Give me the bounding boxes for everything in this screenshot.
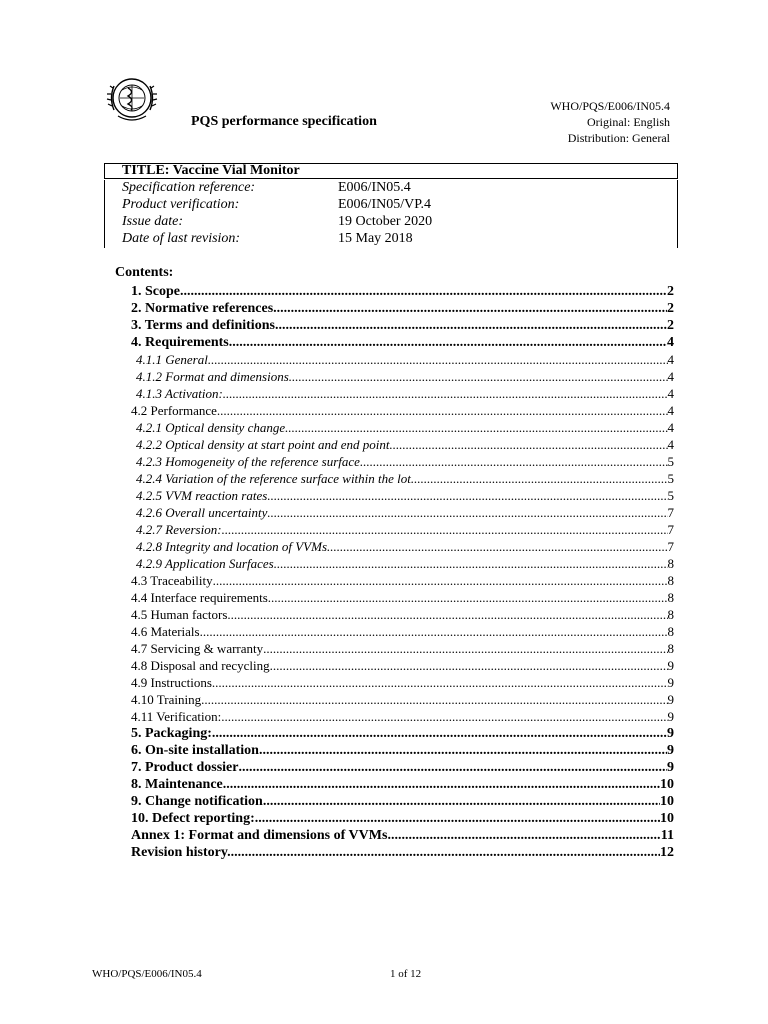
toc-entry-label: 4.7 Servicing & warranty <box>131 641 264 656</box>
toc-entry-label: 4.9 Instructions <box>131 675 212 690</box>
toc-dot-leader <box>327 539 667 555</box>
toc-entry[interactable] <box>131 743 674 760</box>
toc-dot-leader <box>289 369 668 385</box>
toc-entry-page: 4 <box>667 386 674 401</box>
toc-entry-page: 4 <box>667 369 674 384</box>
toc-dot-leader <box>221 709 667 725</box>
toc-entry-page: 4 <box>667 437 674 452</box>
toc-dot-leader <box>222 522 668 538</box>
toc-entry[interactable] <box>131 505 674 522</box>
toc-entry-label: 4.8 Disposal and recycling <box>131 658 270 673</box>
toc-entry-page: 5 <box>667 488 674 503</box>
contents-heading: Contents: <box>115 265 174 280</box>
toc-entry[interactable] <box>131 658 674 675</box>
toc-entry[interactable] <box>131 845 674 862</box>
meta-value: 19 October 2020 <box>338 214 433 229</box>
toc-dot-leader <box>267 488 667 504</box>
toc-entry-label: 2. Normative references <box>131 301 274 316</box>
toc-entry-page: 10 <box>660 811 674 826</box>
toc-entry[interactable] <box>131 522 674 539</box>
toc-dot-leader <box>223 777 660 793</box>
meta-value: E006/IN05.4 <box>338 180 411 195</box>
toc-entry-label: 7. Product dossier <box>131 760 239 775</box>
spec-type-title: PQS performance specification <box>191 114 377 129</box>
toc-entry[interactable] <box>131 607 674 624</box>
toc-entry-label: 4.2.6 Overall uncertainty <box>136 505 268 520</box>
document-title-box <box>104 163 678 179</box>
toc-entry[interactable] <box>131 760 674 777</box>
toc-dot-leader <box>231 845 660 861</box>
toc-entry[interactable] <box>131 692 674 709</box>
toc-entry[interactable] <box>131 488 674 505</box>
toc-entry[interactable] <box>131 624 674 641</box>
table-of-contents <box>131 284 674 862</box>
toc-entry-page: 4 <box>667 352 674 367</box>
toc-dot-leader <box>212 675 668 691</box>
toc-entry-page: 8 <box>667 590 674 605</box>
toc-entry-page: 12 <box>660 845 674 860</box>
toc-dot-leader <box>273 301 667 317</box>
toc-entry[interactable] <box>131 573 674 590</box>
toc-entry[interactable] <box>131 539 674 556</box>
toc-entry-label: 4.5 Human factors <box>131 607 228 622</box>
toc-entry-page: 5 <box>667 471 674 486</box>
header-doc-info <box>550 98 670 146</box>
toc-entry[interactable] <box>131 777 674 794</box>
toc-dot-leader <box>238 760 667 776</box>
toc-entry-label: 4.2.9 Application Surfaces <box>136 556 274 571</box>
toc-entry-page: 2 <box>667 284 674 299</box>
toc-entry-page: 2 <box>667 318 674 333</box>
toc-entry-page: 9 <box>667 726 674 741</box>
toc-dot-leader <box>268 590 668 606</box>
toc-entry-label: Annex 1: Format and dimensions of VVMs <box>131 828 388 843</box>
toc-entry[interactable] <box>131 437 674 454</box>
toc-entry-label: 4.2.7 Reversion: <box>136 522 222 537</box>
meta-value: E006/IN05/VP.4 <box>338 197 431 212</box>
toc-entry-page: 7 <box>667 505 674 520</box>
toc-entry-page: 11 <box>660 828 674 843</box>
toc-entry-label: Revision history. <box>131 845 231 860</box>
header-distribution: Distribution: General <box>567 131 670 145</box>
toc-entry[interactable] <box>131 301 674 318</box>
toc-entry-label: 4.2.3 Homogeneity of the reference surface <box>136 454 360 469</box>
toc-dot-leader <box>263 794 660 810</box>
toc-entry[interactable] <box>131 403 674 420</box>
toc-entry[interactable] <box>131 675 674 692</box>
toc-dot-leader <box>200 624 668 640</box>
toc-entry-label: 4.2.4 Variation of the reference surface within the lot <box>136 471 411 486</box>
toc-entry-page: 7 <box>667 539 674 554</box>
header-original-language: Original: English <box>587 115 670 129</box>
toc-entry-label: 9. Change notification <box>131 794 263 809</box>
toc-entry-label: 4.2.1 Optical density change <box>136 420 286 435</box>
toc-entry[interactable] <box>131 726 674 743</box>
toc-entry[interactable] <box>131 386 674 403</box>
toc-entry-label: 4.10 Training <box>131 692 202 707</box>
toc-entry-label: 4.2.5 VVM reaction rates <box>136 488 268 503</box>
toc-entry[interactable] <box>131 590 674 607</box>
toc-entry[interactable] <box>131 335 674 352</box>
meta-row-spec-reference <box>105 180 677 197</box>
toc-entry-page: 4 <box>667 420 674 435</box>
toc-entry-page: 10 <box>660 794 674 809</box>
header-doc-ref: WHO/PQS/E006/IN05.4 <box>550 99 670 113</box>
toc-entry-page: 4 <box>667 403 674 418</box>
document-metadata <box>104 180 678 248</box>
toc-dot-leader <box>223 386 668 402</box>
toc-entry-page: 5 <box>667 454 674 469</box>
toc-dot-leader <box>180 284 667 300</box>
toc-entry-page: 9 <box>667 760 674 775</box>
toc-dot-leader <box>227 607 667 623</box>
toc-entry-page: 8 <box>667 556 674 571</box>
toc-entry[interactable] <box>131 811 674 828</box>
toc-dot-leader <box>411 471 668 487</box>
toc-entry-label: 6. On-site installation <box>131 743 259 758</box>
toc-dot-leader <box>213 573 668 589</box>
toc-entry[interactable] <box>131 420 674 437</box>
toc-dot-leader <box>285 420 667 436</box>
toc-dot-leader <box>360 454 668 470</box>
toc-entry[interactable] <box>131 794 674 811</box>
toc-dot-leader <box>229 335 667 351</box>
toc-entry[interactable] <box>131 369 674 386</box>
toc-entry-page: 10 <box>660 777 674 792</box>
toc-entry-page: 9 <box>667 709 674 724</box>
toc-entry-label: 4.2.8 Integrity and location of VVMs <box>136 539 328 554</box>
meta-row-last-revision <box>105 231 677 248</box>
toc-entry-label: 4.4 Interface requirements <box>131 590 268 605</box>
toc-entry-label: 3. Terms and definitions <box>131 318 275 333</box>
toc-entry-label: 8. Maintenance <box>131 777 223 792</box>
toc-dot-leader <box>255 811 660 827</box>
toc-entry-page: 8 <box>667 624 674 639</box>
document-title: TITLE: Vaccine Vial Monitor <box>122 163 300 178</box>
toc-entry-label: 4.3 Traceability <box>131 573 213 588</box>
toc-dot-leader <box>387 828 660 844</box>
meta-key: Product verification: <box>122 197 240 212</box>
toc-entry-label: 4.11 Verification: <box>131 709 222 724</box>
toc-dot-leader <box>274 556 668 572</box>
toc-entry-page: 9 <box>667 675 674 690</box>
toc-entry-page: 8 <box>667 607 674 622</box>
toc-dot-leader <box>270 658 668 674</box>
toc-dot-leader <box>201 692 667 708</box>
toc-entry-label: 4.1.3 Activation: <box>136 386 223 401</box>
toc-entry-page: 2 <box>667 301 674 316</box>
toc-entry-page: 8 <box>667 641 674 656</box>
toc-entry[interactable] <box>131 641 674 658</box>
toc-entry-label: 4.2.2 Optical density at start point and end point <box>136 437 390 452</box>
toc-dot-leader <box>259 743 667 759</box>
meta-key: Issue date: <box>122 214 184 229</box>
toc-entry-label: 4. Requirements <box>131 335 229 350</box>
toc-entry-label: 4.6 Materials <box>131 624 200 639</box>
toc-entry[interactable] <box>131 454 674 471</box>
toc-entry-page: 8 <box>667 573 674 588</box>
toc-entry[interactable] <box>131 828 674 845</box>
toc-entry-page: 9 <box>667 692 674 707</box>
toc-entry[interactable] <box>131 556 674 573</box>
footer-doc-ref: WHO/PQS/E006/IN05.4 <box>92 968 202 980</box>
toc-dot-leader <box>390 437 668 453</box>
toc-entry-label: 4.1.2 Format and dimensions <box>136 369 289 384</box>
toc-entry-label: 4.1.1 General <box>136 352 208 367</box>
toc-dot-leader <box>212 726 667 742</box>
toc-entry[interactable] <box>131 284 674 301</box>
toc-entry-label: 5. Packaging: <box>131 726 212 741</box>
toc-entry[interactable] <box>131 318 674 335</box>
toc-dot-leader <box>275 318 667 334</box>
toc-dot-leader <box>208 352 668 368</box>
toc-entry[interactable] <box>131 471 674 488</box>
footer-page-number: 1 of 12 <box>390 968 422 980</box>
meta-row-product-verification <box>105 197 677 214</box>
meta-key: Date of last revision: <box>122 231 241 246</box>
toc-entry-page: 4 <box>667 335 674 350</box>
toc-entry-label: 4.2 Performance <box>131 403 217 418</box>
toc-entry-label: 10. Defect reporting: <box>131 811 255 826</box>
meta-row-issue-date <box>105 214 677 231</box>
toc-entry[interactable] <box>131 709 674 726</box>
meta-key: Specification reference: <box>122 180 256 195</box>
toc-dot-leader <box>267 505 667 521</box>
meta-value: 15 May 2018 <box>338 231 413 246</box>
who-emblem-icon <box>104 70 160 126</box>
toc-dot-leader <box>217 403 668 419</box>
toc-entry-label: 1. Scope <box>131 284 180 299</box>
toc-entry[interactable] <box>131 352 674 369</box>
toc-entry-page: 9 <box>667 743 674 758</box>
toc-dot-leader <box>263 641 667 657</box>
toc-entry-page: 9 <box>667 658 674 673</box>
toc-entry-page: 7 <box>667 522 674 537</box>
